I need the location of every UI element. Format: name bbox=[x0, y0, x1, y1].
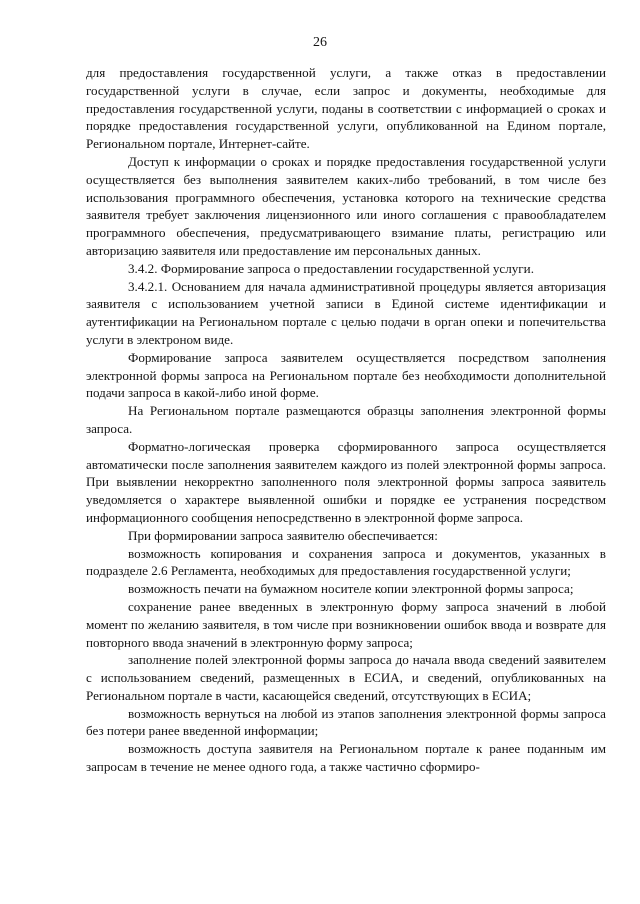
list-item-return-steps: возможность вернуться на любой из этапов заполнения электронной формы запроса без потери ранее введенной информации; bbox=[86, 705, 606, 739]
section-heading-3-4-2: 3.4.2. Формирование запроса о предоставлении государственной услуги. bbox=[128, 260, 534, 276]
paragraph-3-4-2-1: 3.4.2.1. Основанием для начала административной процедуры является авторизация заявителя с использованием учетной записи в Единой системе идентификации и аутентификации на Региональном портале с целью подачи в орган опеки и попечительства услуги в электроном виде. bbox=[86, 278, 606, 347]
paragraph-format-check: Форматно-логическая проверка сформированного запроса осуществляется автоматически после заполнения заявителем каждого из полей электронной формы запроса. При выявлении некорректно заполненного поля электронной формы запроса заявитель уведомляется о характере выявленной ошибки и порядке ее устранения посредством информационного сообщения непосредственно в электронной форме запроса. bbox=[86, 438, 606, 525]
list-item-print: возможность печати на бумажном носителе копии электронной формы запроса; bbox=[128, 581, 574, 597]
page-number: 26 bbox=[313, 35, 327, 50]
paragraph-info-access: Доступ к информации о сроках и порядке предоставления государственной услуги осуществляется без выполнения заявителем каких-либо требований, в том числе без использования программного обеспечения, установка которого на технические средства заявителя требует заключения лицензионного или иного соглашения с правообладателем программного обеспечения, предусматривающего взимание платы, регистрацию или авторизацию заявителя или предоставление им персональных данных. bbox=[86, 153, 606, 258]
list-item-access-requests: возможность доступа заявителя на Региональном портале к ранее поданным им запросам в течение не менее одного года, а также частично сформиро- bbox=[86, 741, 606, 775]
paragraph-provided-list-intro: При формировании запроса заявителю обеспечивается: bbox=[128, 527, 438, 543]
list-item-prefill: заполнение полей электронной формы запроса до начала ввода сведений заявителем с использованием сведений, размещенных в ЕСИА, и сведений, опубликованных на Региональном портале в части, касающейся сведений, отсутствующих в ЕСИА; bbox=[86, 652, 606, 703]
list-item-save-values: сохранение ранее введенных в электронную форму запроса значений в любой момент по желанию заявителя, в том числе при возникновении ошибок ввода и возврате для повторного ввода значений в электронную форму запроса; bbox=[86, 598, 606, 650]
paragraph-samples: На Региональном портале размещаются образцы заполнения электронной формы запроса. bbox=[86, 403, 606, 436]
paragraph-continuation: для предоставления государственной услуги, а также отказ в предоставлении государственной услуги в случае, если запрос и документы, необходимые для предоставления государственной услуги, поданы в соответствии с информацией о сроках и порядке предоставления государственной услуги, опубликованной на Едином портале, Региональном портале, Интернет-сайте. bbox=[86, 65, 606, 152]
paragraph-request-forming: Формирование запроса заявителем осуществляется посредством заполнения электронной формы запроса на Региональном портале без необходимости дополнительной подачи запроса в какой-либо иной форме. bbox=[86, 349, 606, 401]
list-item-copy-save: возможность копирования и сохранения запроса и документов, указанных в подразделе 2.6 Регламента, необходимых для предоставления государственной услуги; bbox=[86, 545, 606, 579]
document-body bbox=[86, 64, 606, 776]
